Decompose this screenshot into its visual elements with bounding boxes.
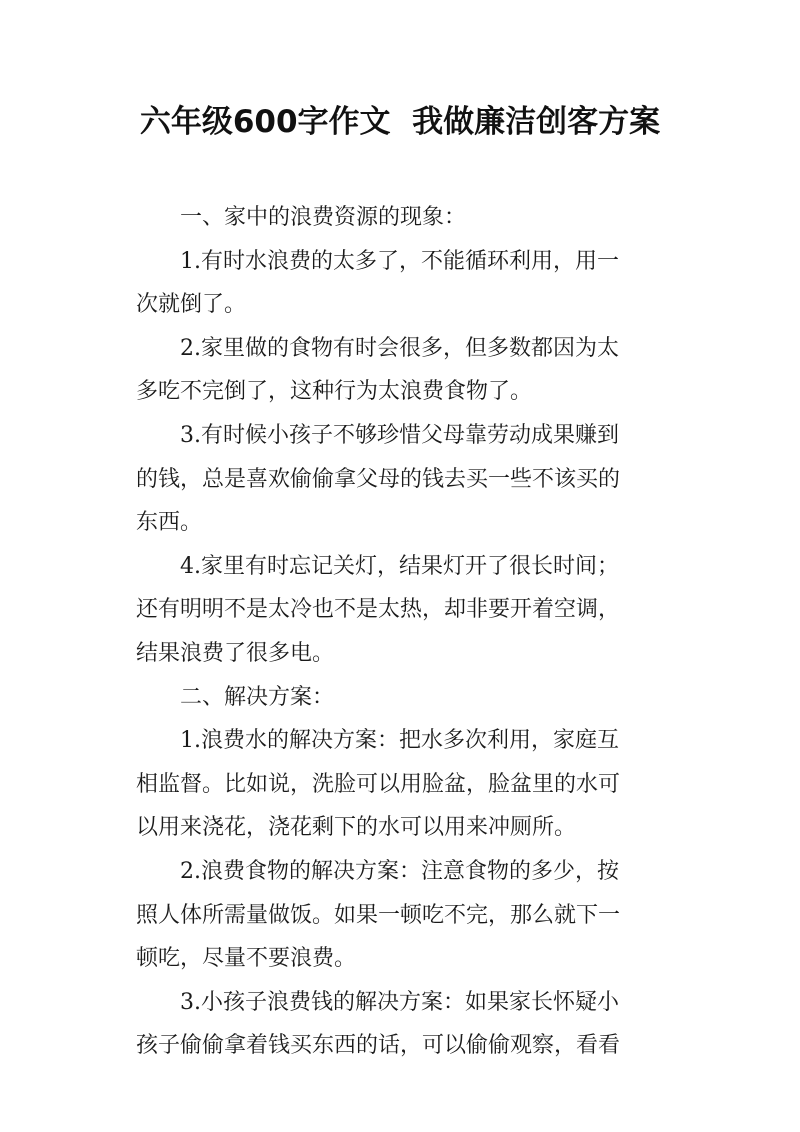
paragraph-line: 4.家里有时忘记关灯，结果灯开了很长时间； bbox=[180, 553, 619, 579]
section-heading-solutions: 二、解决方案： bbox=[180, 684, 335, 710]
paragraph-line: 以用来浇花，浇花剩下的水可以用来冲厕所。 bbox=[136, 815, 577, 841]
paragraph-line: 3.有时候小孩子不够珍惜父母靠劳动成果赚到 bbox=[180, 422, 619, 448]
paragraph-line: 2.浪费食物的解决方案：注意食物的多少，按 bbox=[180, 858, 619, 884]
paragraph-line: 结果浪费了很多电。 bbox=[136, 640, 335, 666]
paragraph-line: 相监督。比如说，洗脸可以用脸盆，脸盆里的水可 bbox=[136, 771, 621, 797]
paragraph-line: 3.小孩子浪费钱的解决方案：如果家长怀疑小 bbox=[180, 989, 619, 1015]
paragraph-line: 孩子偷偷拿着钱买东西的话，可以偷偷观察，看看 bbox=[136, 1033, 621, 1059]
paragraph-line: 次就倒了。 bbox=[136, 292, 247, 318]
paragraph-line: 还有明明不是太冷也不是太热，却非要开着空调， bbox=[136, 597, 621, 623]
paragraph-line: 2.家里做的食物有时会很多，但多数都因为太 bbox=[180, 335, 619, 361]
paragraph-line: 东西。 bbox=[136, 510, 203, 536]
paragraph-line: 多吃不完倒了，这种行为太浪费食物了。 bbox=[136, 379, 533, 405]
document-body bbox=[136, 196, 676, 1068]
paragraph-line: 照人体所需量做饭。如果一顿吃不完，那么就下一 bbox=[136, 902, 621, 928]
paragraph-line: 的钱，总是喜欢偷偷拿父母的钱去买一些不该买的 bbox=[136, 466, 621, 492]
paragraph-line: 1.有时水浪费的太多了，不能循环利用，用一 bbox=[180, 248, 619, 274]
paragraph-line: 1.浪费水的解决方案：把水多次利用，家庭互 bbox=[180, 728, 619, 754]
section-heading-waste-phenomena: 一、家中的浪费资源的现象： bbox=[180, 205, 467, 230]
document-title: 六年级600字作文 我做廉洁创客方案 bbox=[139, 104, 661, 140]
paragraph-line: 顿吃，尽量不要浪费。 bbox=[136, 946, 357, 972]
